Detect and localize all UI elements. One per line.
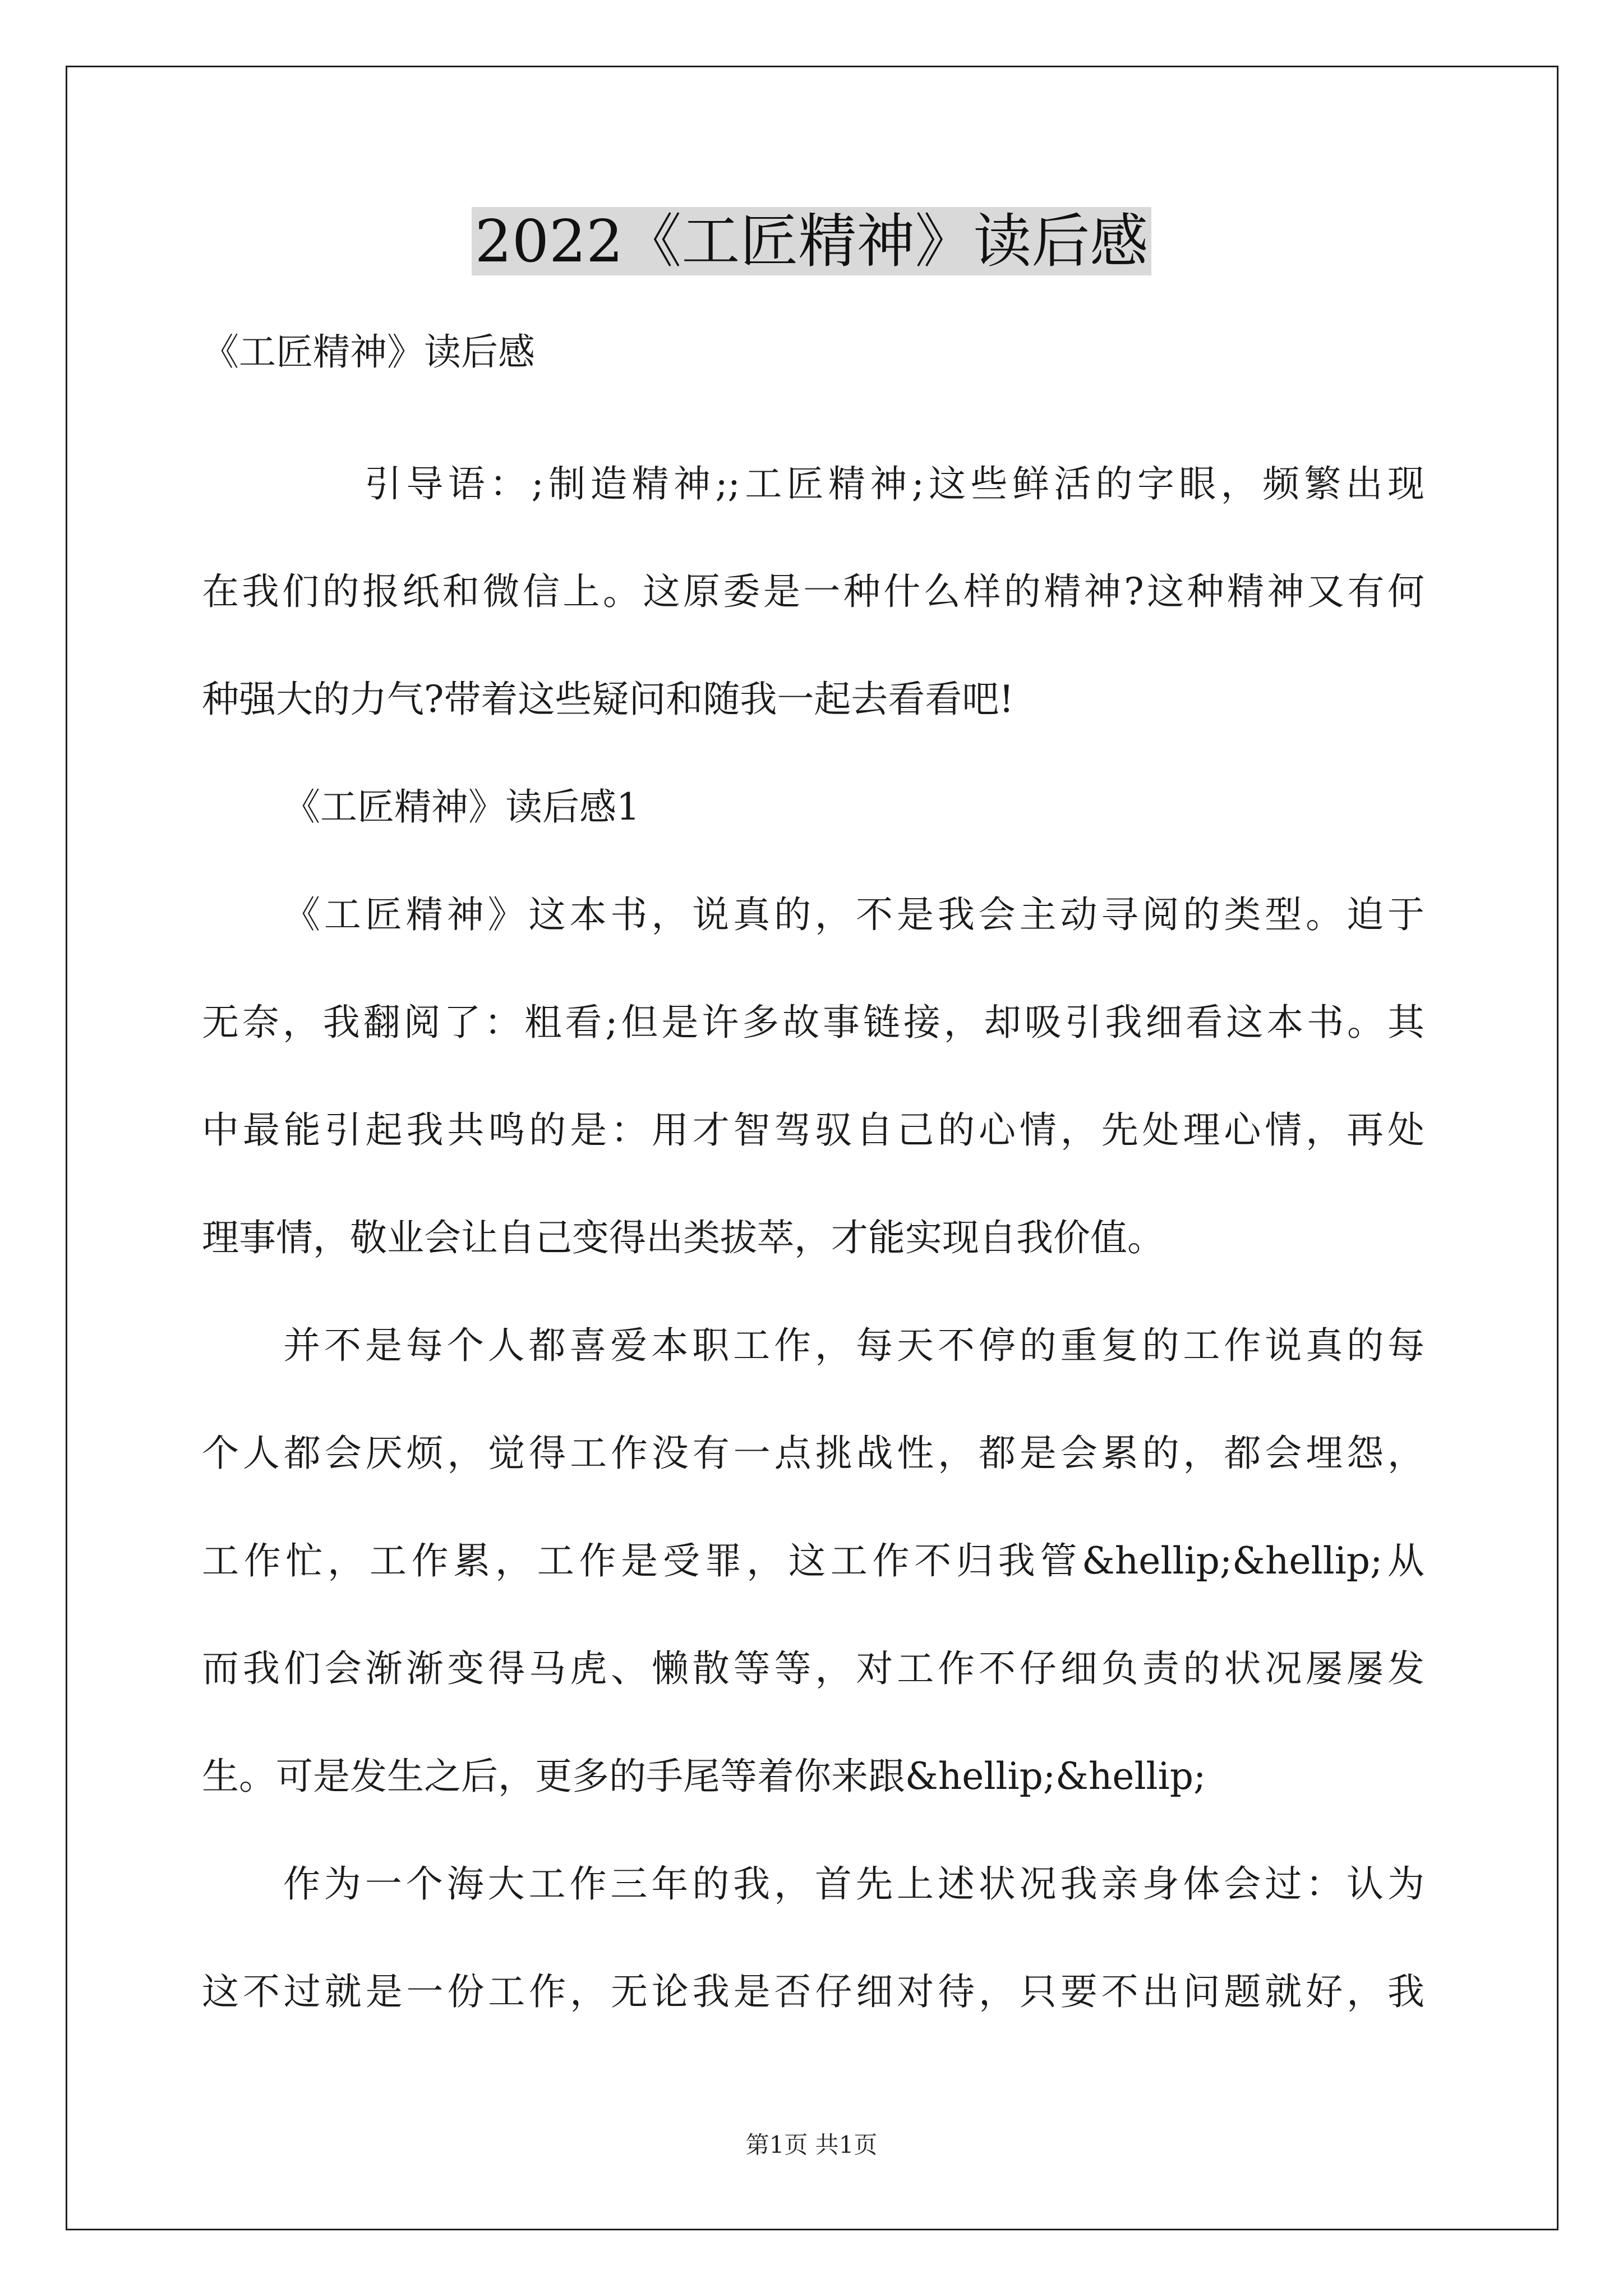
paragraph-line: 在我们的报纸和微信上。这原委是一种什么样的精神?这种精神又有何 <box>202 570 1424 613</box>
paragraph-line: 这不过就是一份工作，无论我是否仔细对待，只要不出问题就好，我 <box>202 1970 1424 2013</box>
paragraph-line: 生。可是发生之后，更多的手尾等着你来跟&hellip;&hellip; <box>202 1755 1206 1798</box>
paragraph-line: 理事情，敬业会让自己变得出类拔萃，才能实现自我价值。 <box>202 1216 1164 1259</box>
paragraph-line: 引导语：;制造精神;;工匠精神;这些鲜活的字眼，频繁出现 <box>365 462 1424 505</box>
paragraph-line: 种强大的力气?带着这些疑问和随我一起去看看吧! <box>202 678 1014 721</box>
document-subtitle: 《工匠精神》读后感 <box>202 330 535 374</box>
section-heading: 《工匠精神》读后感1 <box>283 785 640 829</box>
paragraph-line: 工作忙，工作累，工作是受罪，这工作不归我管&hellip;&hellip;从 <box>202 1539 1424 1582</box>
paragraph-line: 而我们会渐渐变得马虎、懒散等等，对工作不仔细负责的状况屡屡发 <box>202 1647 1424 1690</box>
paragraph-line: 并不是每个人都喜爱本职工作，每天不停的重复的工作说真的每 <box>283 1324 1424 1367</box>
paragraph-line: 作为一个海大工作三年的我，首先上述状况我亲身体会过：认为 <box>283 1862 1424 1906</box>
page-number: 第1页 共1页 <box>745 2131 878 2159</box>
paragraph-line: 个人都会厌烦，觉得工作没有一点挑战性，都是会累的，都会埋怨， <box>202 1432 1424 1475</box>
paragraph-line: 中最能引起我共鸣的是：用才智驾驭自己的心情，先处理心情，再处 <box>202 1108 1424 1152</box>
paragraph-line: 无奈，我翻阅了：粗看;但是许多故事链接，却吸引我细看这本书。其 <box>202 1001 1424 1044</box>
paragraph-line: 《工匠精神》这本书，说真的，不是我会主动寻阅的类型。迫于 <box>283 893 1424 936</box>
document-title: 2022《工匠精神》读后感 <box>0 202 1623 280</box>
